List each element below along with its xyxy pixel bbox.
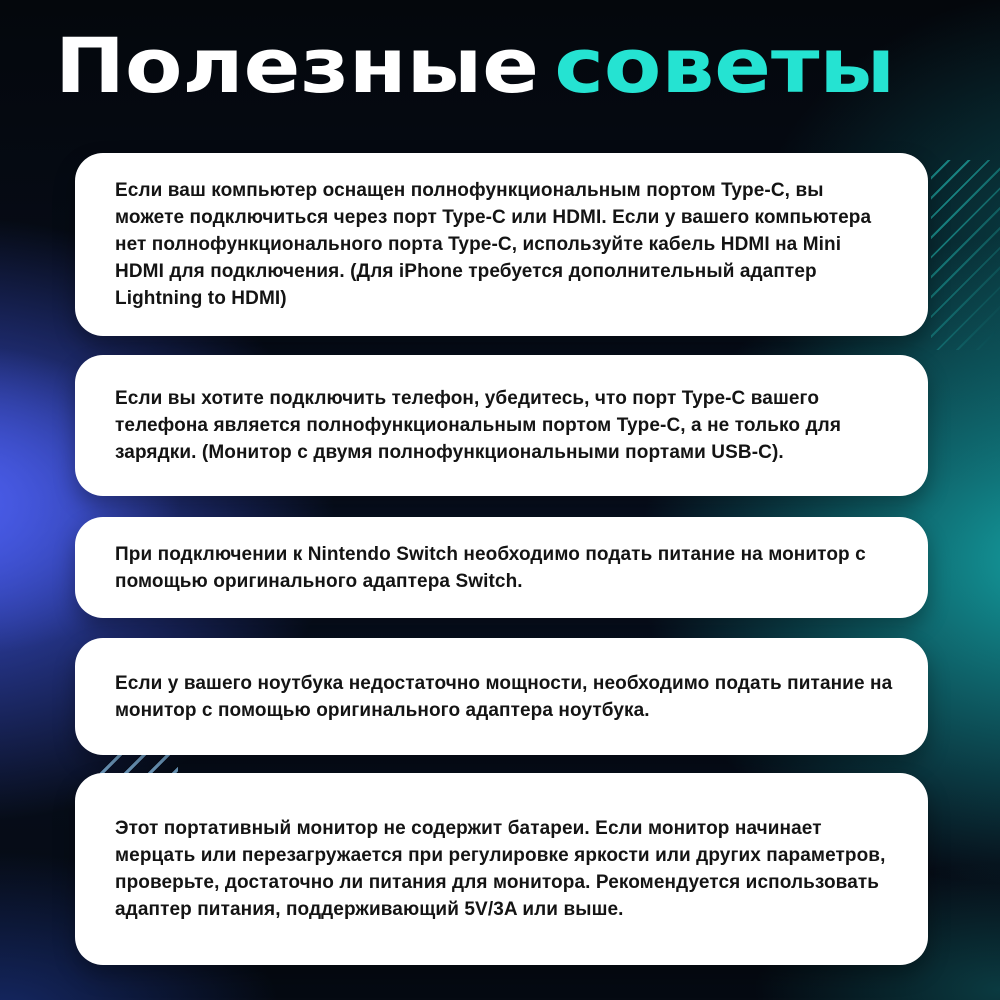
tip-card [75, 638, 928, 755]
diagonal-hatch-decoration [931, 160, 1000, 350]
tip-text: Если вы хотите подключить телефон, убедитесь, что порт Type-C вашего телефона является полнофункциональным портом Type-C, а не только для зарядки. (Монитор с двумя полнофункциональными портами USB-C). [115, 388, 842, 463]
page-title [55, 21, 896, 110]
tip-text: Этот портативный монитор не содержит батареи. Если монитор начинает мерцать или перезагружается при регулировке яркости или других параметров, проверьте, достаточно ли питания для монитора. Рекомендуется использовать адаптер питания, поддерживающий 5V/3A или выше. [115, 818, 886, 920]
tip-card [75, 153, 928, 336]
tip-text: Если ваш компьютер оснащен полнофункциональным портом Type-C, вы можете подключиться через порт Type-C или HDMI. Если у вашего компьютера нет полнофункционального порта Type-C, используйте кабель HDMI на Mini HDMI для подключения. (Для iPhone требуется дополнительный адаптер Lightning to HDMI) [115, 180, 872, 309]
tip-card [75, 517, 928, 618]
diagonal-stripes-decoration [100, 753, 178, 775]
title-word-accent: советы [554, 21, 896, 110]
tip-card [75, 355, 928, 496]
title-word-white: Полезные [55, 21, 539, 110]
tip-text: Если у вашего ноутбука недостаточно мощности, необходимо подать питание на монитор с помощью оригинального адаптера ноутбука. [115, 672, 893, 721]
tip-text: При подключении к Nintendo Switch необходимо подать питание на монитор с помощью оригинального адаптера Switch. [115, 543, 866, 592]
tip-card [75, 773, 928, 965]
